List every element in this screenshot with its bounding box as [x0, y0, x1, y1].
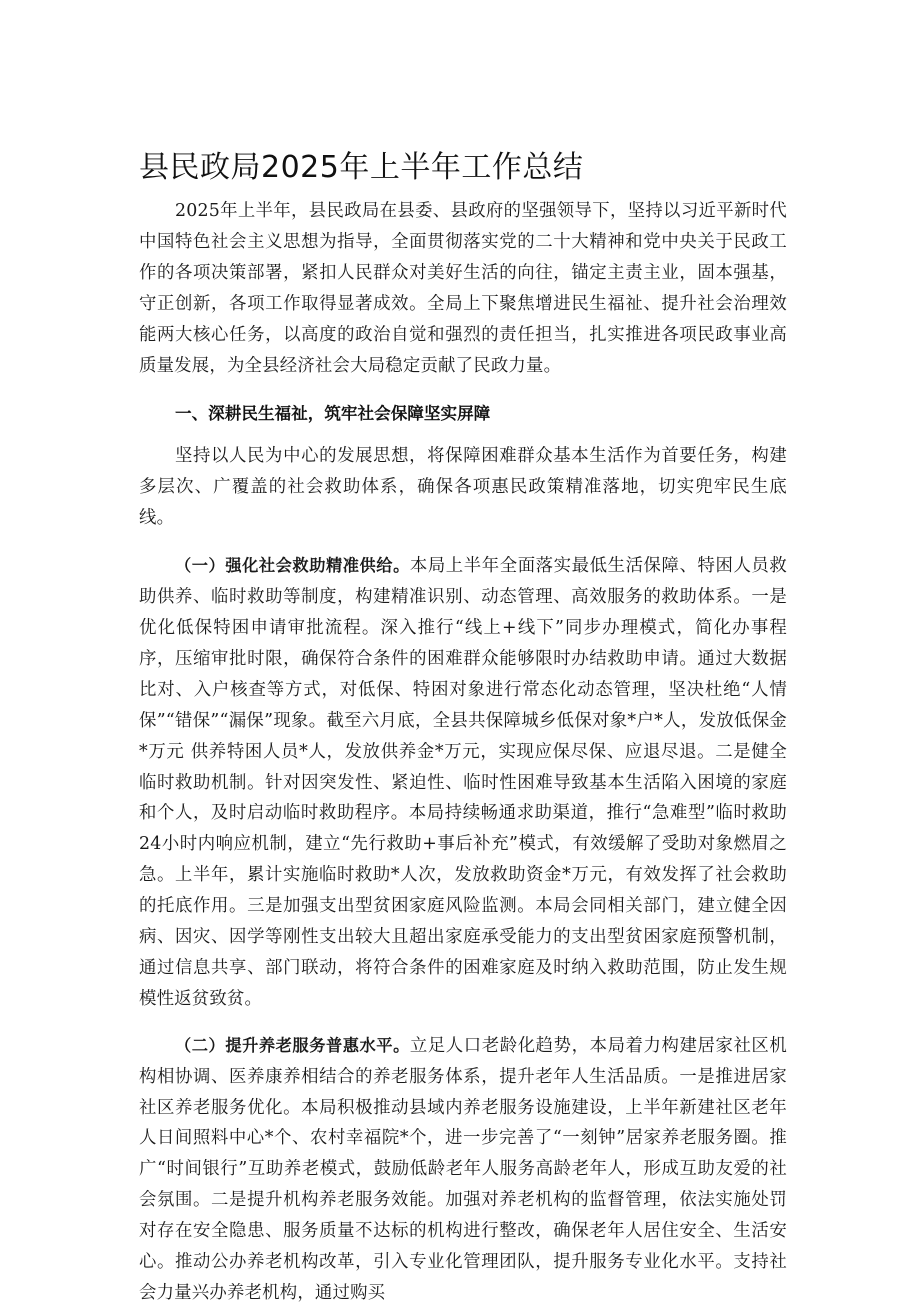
intro-paragraph: 2025年上半年，县民政局在县委、县政府的坚强领导下，坚持以习近平新时代中国特色社会主义思想为指导，全面贯彻落实党的二十大精神和党中央关于民政工作的各项决策部署，紧扣人民群众对美好生活的向往，锚定主责主业，固本强基，守正创新，各项工作取得显著成效。全局上下聚焦增进民生福祉、提升社会治理效能两大核心任务，以高度的政治自觉和强烈的责任担当，扎实推进各项民政事业高质量发展，为全县经济社会大局稳定贡献了民政力量。: [139, 201, 787, 376]
subsection-2-heading: （二）提升养老服务普惠水平。: [175, 1035, 410, 1055]
subsection-2-text: 立足人口老龄化趋势，本局着力构建居家社区机构相协调、医养康养相结合的养老服务体系，提升老年人生活品质。一是推进居家社区养老服务优化。本局积极推动县域内养老服务设施建设，上半年新建社区老年人日间照料中心*个、农村幸福院*个，进一步完善了“一刻钟”居家养老服务圈。推广“时间银行”互助养老模式，鼓励低龄老年人服务高龄老年人，形成互助友爱的社会氛围。二是提升机构养老服务效能。加强对养老机构的监督管理，依法实施处罚对存在安全隐患、服务质量不达标的机构进行整改，确保老年人居住安全、生活安心。推动公办养老机构改革，引入专业化管理团队，提升服务专业化水平。支持社会力量兴办养老机构，通过购买: [139, 1035, 787, 1303]
document-body: [139, 196, 787, 1309]
subsection-1-text: 本局上半年全面落实最低生活保障、特困人员救助供养、临时救助等制度，构建精准识别、动态管理、高效服务的救助体系。一是优化低保特困申请审批流程。深入推行“线上+线下”同步办理模式，简化办事程序，压缩审批时限，确保符合条件的困难群众能够限时办结救助申请。通过大数据比对、入户核查等方式，对低保、特困对象进行常态化动态管理，坚决杜绝“人情保”“错保”“漏保”现象。截至六月底，全县共保障城乡低保对象*户*人，发放低保金*万元 供养特困人员*人，发放供养金*万元，实现应保尽保、应退尽退。二是健全临时救助机制。针对因突发性、紧迫性、临时性困难导致基本生活陷入困境的家庭和个人，及时启动临时救助程序。本局持续畅通求助渠道，推行“急难型”临时救助24小时内响应机制，建立“先行救助+事后补充”模式，有效缓解了受助对象燃眉之急。上半年，累计实施临时救助*人次，发放救助资金*万元，有效发挥了社会救助的托底作用。三是加强支出型贫困家庭风险监测。本局会同相关部门，建立健全因病、因灾、因学等刚性支出较大且超出家庭承受能力的支出型贫困家庭预警机制，通过信息共享、部门联动，将符合条件的困难家庭及时纳入救助范围，防止发生规模性返贫致贫。: [139, 556, 787, 1009]
subsection-1-paragraph: [139, 551, 787, 1015]
document-title: 县民政局2025年上半年工作总结: [139, 150, 584, 185]
section-1-lead-paragraph: 坚持以人民为中心的发展思想，将保障困难群众基本生活作为首要任务，构建多层次、广覆盖的社会救助体系，确保各项惠民政策精准落地，切实兜牢民生底线。: [139, 446, 787, 529]
subsection-2-paragraph: [139, 1031, 787, 1309]
section-1-heading: 一、深耕民生福祉，筑牢社会保障坚实屏障: [175, 404, 491, 424]
subsection-1-heading: （一）强化社会救助精准供给。: [175, 556, 410, 576]
